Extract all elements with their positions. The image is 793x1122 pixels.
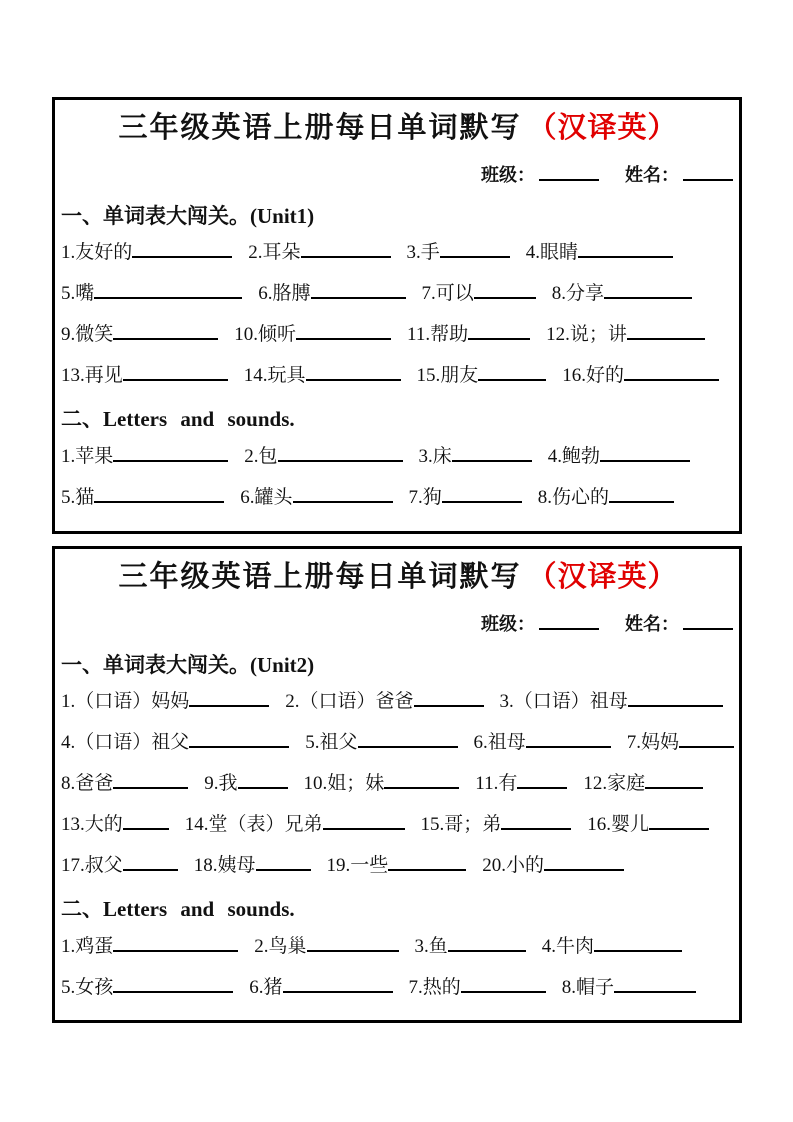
word-item: [409, 967, 546, 1009]
class-blank: [539, 614, 599, 630]
answer-blank: [526, 733, 611, 748]
word-label: 5.祖父: [305, 732, 358, 753]
word-item: [587, 804, 709, 846]
answer-blank: [123, 856, 178, 871]
word-label: 5.嘴: [61, 283, 95, 304]
word-item: [542, 926, 682, 968]
part1-heading: 一、单词表大闯关。(Unit1): [61, 204, 315, 228]
word-item: [305, 722, 457, 764]
answer-blank: [113, 447, 228, 462]
word-item: [61, 355, 228, 397]
class-label: 班级：: [481, 165, 535, 185]
word-item: [327, 845, 467, 887]
word-label: 2.鸟巢: [254, 936, 307, 957]
word-label: 4.眼睛: [525, 242, 579, 263]
word-label: 19.一些: [326, 855, 389, 876]
answer-blank: [440, 243, 510, 258]
worksheet-title: [61, 557, 735, 597]
class-label: 班级：: [481, 614, 535, 634]
word-label: 16.婴儿: [587, 814, 650, 835]
word-label: 8.帽子: [561, 977, 615, 998]
word-label: 5.猫: [61, 487, 95, 508]
answer-blank: [256, 856, 311, 871]
word-item: [409, 477, 522, 519]
word-item: [474, 722, 611, 764]
word-label: 2.（口语）爸爸: [285, 691, 414, 712]
word-item: [407, 232, 510, 274]
word-item: [244, 355, 401, 397]
word-label: 20.小的: [482, 855, 545, 876]
answer-blank: [113, 325, 218, 340]
word-label: 3.（口语）祖母: [499, 691, 628, 712]
answer-blank: [679, 733, 734, 748]
word-label: 1.友好的: [61, 242, 133, 263]
word-label: 6.猪: [249, 977, 283, 998]
word-item: [500, 681, 723, 723]
answer-blank: [307, 937, 399, 952]
answer-blank: [448, 937, 526, 952]
word-label: 14.玩具: [243, 365, 306, 386]
word-label: 8.伤心的: [537, 487, 610, 508]
answer-blank: [94, 488, 224, 503]
word-item: [61, 926, 238, 968]
word-item: [248, 232, 390, 274]
word-label: 3.手: [406, 242, 440, 263]
word-item: [254, 926, 398, 968]
part1-rows: [61, 681, 735, 886]
word-label: 4.牛肉: [541, 936, 595, 957]
answer-blank: [624, 366, 719, 381]
answer-blank: [293, 488, 393, 503]
word-item: [61, 967, 233, 1009]
answer-blank: [189, 692, 269, 707]
word-item: [419, 436, 532, 478]
word-label: 4.（口语）祖父: [61, 732, 190, 753]
name-label: 姓名：: [625, 614, 679, 634]
name-label: 姓名：: [625, 165, 679, 185]
word-label: 9.微笑: [61, 324, 114, 345]
answer-blank: [189, 733, 289, 748]
answer-blank: [544, 856, 624, 871]
word-item: [407, 314, 530, 356]
word-item: [415, 926, 526, 968]
answer-blank: [578, 243, 673, 258]
word-label: 10.倾听: [234, 324, 297, 345]
word-item: [249, 967, 392, 1009]
part2-rows: [61, 436, 735, 518]
word-row: [61, 967, 735, 1008]
word-row: [61, 845, 735, 886]
word-item: [285, 681, 483, 723]
word-row: [61, 804, 735, 845]
word-row: [61, 763, 735, 804]
word-label: 1.苹果: [61, 446, 114, 467]
word-item: [61, 477, 224, 519]
worksheet-unit2: [52, 546, 742, 1023]
word-item: [61, 314, 218, 356]
word-item: [417, 355, 547, 397]
word-label: 15.哥；弟: [420, 814, 502, 835]
name-blank: [683, 614, 733, 630]
word-label: 3.床: [418, 446, 452, 467]
worksheet-unit1: [52, 97, 742, 534]
word-label: 12.家庭: [583, 773, 646, 794]
word-label: 13.再见: [61, 365, 123, 386]
word-row: [61, 477, 735, 518]
meta-line: [61, 162, 735, 188]
word-item: [627, 722, 734, 764]
word-label: 5.女孩: [61, 977, 114, 998]
word-item: [61, 845, 178, 887]
answer-blank: [594, 937, 682, 952]
word-label: 6.胳膊: [258, 283, 311, 304]
word-row: [61, 926, 735, 967]
answer-blank: [452, 447, 532, 462]
meta-line: [61, 611, 735, 637]
word-label: 8.爸爸: [61, 773, 114, 794]
word-label: 13.大的: [61, 814, 123, 835]
word-item: [538, 477, 674, 519]
answer-blank: [113, 978, 233, 993]
word-item: [421, 804, 572, 846]
word-label: 3.鱼: [414, 936, 448, 957]
answer-blank: [311, 284, 406, 299]
word-row: [61, 314, 735, 355]
word-item: [244, 436, 402, 478]
answer-blank: [94, 284, 242, 299]
answer-blank: [388, 856, 466, 871]
answer-blank: [323, 815, 405, 830]
word-label: 8.分享: [551, 283, 605, 304]
word-label: 17.叔父: [61, 855, 123, 876]
answer-blank: [627, 325, 705, 340]
answer-blank: [614, 978, 696, 993]
answer-blank: [306, 366, 401, 381]
answer-blank: [113, 774, 188, 789]
word-item: [61, 722, 289, 764]
part1-heading: 一、单词表大闯关。(Unit2): [61, 653, 315, 677]
answer-blank: [609, 488, 674, 503]
answer-blank: [474, 284, 536, 299]
worksheet-subtitle: （汉译英）: [527, 561, 678, 593]
answer-blank: [468, 325, 530, 340]
answer-blank: [358, 733, 458, 748]
word-item: [194, 845, 311, 887]
word-item: [583, 763, 703, 805]
answer-blank: [442, 488, 522, 503]
word-item: [548, 436, 690, 478]
word-label: 6.祖母: [473, 732, 526, 753]
word-row: [61, 681, 735, 722]
word-item: [61, 763, 188, 805]
worksheet-title-text: 三年级英语上册每日单词默写: [118, 112, 522, 144]
word-label: 2.包: [244, 446, 278, 467]
word-label: 7.妈妈: [626, 732, 680, 753]
word-label: 12.说；讲: [546, 324, 627, 345]
word-item: [562, 355, 719, 397]
word-item: [240, 477, 392, 519]
word-label: 15.朋友: [416, 365, 479, 386]
answer-blank: [604, 284, 692, 299]
answer-blank: [478, 366, 546, 381]
answer-blank: [278, 447, 403, 462]
part2-rows: [61, 926, 735, 1008]
word-label: 6.罐头: [240, 487, 293, 508]
word-item: [258, 273, 405, 315]
word-row: [61, 232, 735, 273]
word-item: [61, 681, 269, 723]
answer-blank: [123, 366, 228, 381]
word-label: 11.有: [475, 773, 518, 794]
word-label: 10.姐；妹: [303, 773, 385, 794]
word-item: [61, 804, 169, 846]
word-label: 2.耳朵: [248, 242, 301, 263]
word-label: 4.鲍勃: [547, 446, 601, 467]
word-item: [304, 763, 460, 805]
answer-blank: [283, 978, 393, 993]
answer-blank: [461, 978, 546, 993]
answer-blank: [296, 325, 391, 340]
word-label: 18.姨母: [193, 855, 256, 876]
word-item: [562, 967, 696, 1009]
answer-blank: [384, 774, 459, 789]
word-item: [526, 232, 673, 274]
answer-blank: [501, 815, 571, 830]
word-label: 1.（口语）妈妈: [61, 691, 190, 712]
answer-blank: [414, 692, 484, 707]
word-label: 9.我: [204, 773, 238, 794]
word-item: [234, 314, 391, 356]
answer-blank: [645, 774, 703, 789]
worksheet-subtitle: （汉译英）: [527, 112, 678, 144]
word-row: [61, 273, 735, 314]
word-item: [61, 436, 228, 478]
word-row: [61, 355, 735, 396]
word-label: 7.狗: [408, 487, 442, 508]
word-row: [61, 436, 735, 477]
word-item: [482, 845, 624, 887]
worksheet-title: [61, 108, 735, 148]
class-blank: [539, 165, 599, 181]
word-item: [475, 763, 567, 805]
word-item: [61, 232, 232, 274]
word-label: 7.可以: [421, 283, 474, 304]
word-row: [61, 722, 735, 763]
answer-blank: [113, 937, 238, 952]
word-label: 14.堂（表）兄弟: [184, 814, 323, 835]
word-item: [552, 273, 692, 315]
name-blank: [683, 165, 733, 181]
part2-heading: 二、Letters and sounds.: [61, 897, 295, 921]
word-item: [422, 273, 536, 315]
answer-blank: [649, 815, 709, 830]
word-item: [61, 273, 242, 315]
word-item: [204, 763, 287, 805]
word-label: 1.鸡蛋: [61, 936, 114, 957]
answer-blank: [600, 447, 690, 462]
answer-blank: [301, 243, 391, 258]
part2-heading: 二、Letters and sounds.: [61, 407, 295, 431]
worksheet-title-text: 三年级英语上册每日单词默写: [118, 561, 522, 593]
word-label: 16.好的: [562, 365, 625, 386]
word-item: [546, 314, 705, 356]
word-item: [185, 804, 405, 846]
part1-rows: [61, 232, 735, 396]
word-label: 11.帮助: [407, 324, 469, 345]
word-label: 7.热的: [408, 977, 461, 998]
answer-blank: [123, 815, 169, 830]
answer-blank: [132, 243, 232, 258]
answer-blank: [628, 692, 723, 707]
answer-blank: [238, 774, 288, 789]
answer-blank: [517, 774, 567, 789]
